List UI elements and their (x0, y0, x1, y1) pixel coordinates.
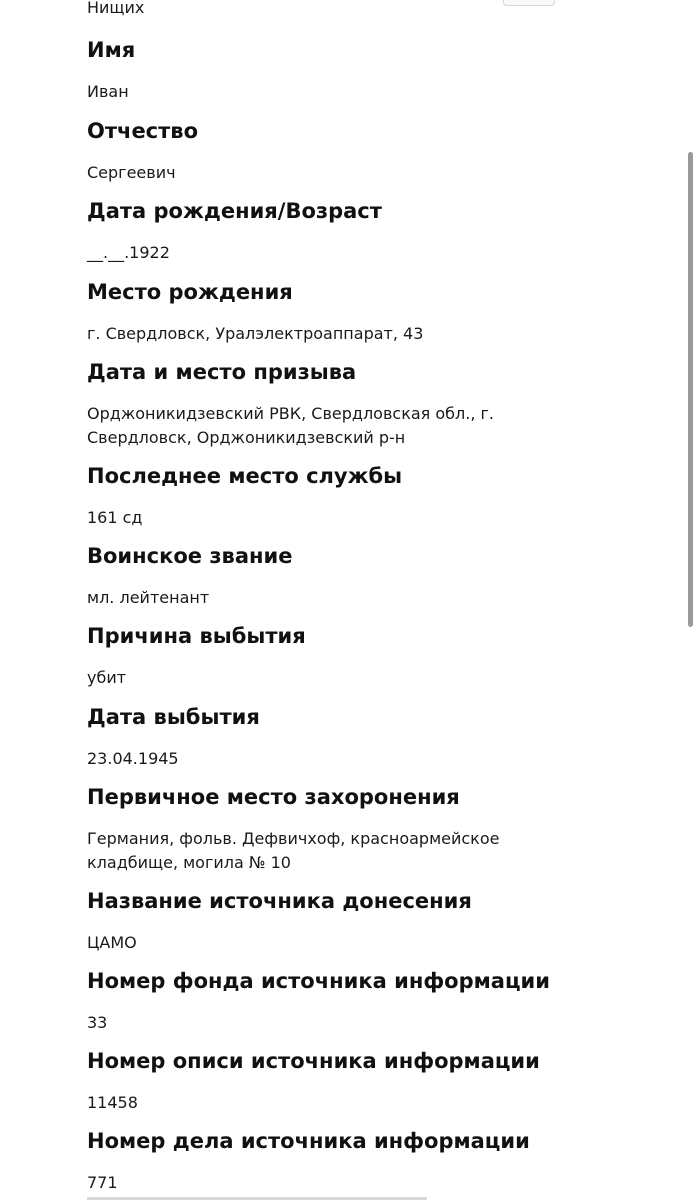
field-label: Воинское звание (87, 544, 293, 568)
field-label: Причина выбытия (87, 624, 306, 648)
field-value: убит (87, 668, 127, 687)
field-value: __.__.1922 (87, 243, 170, 262)
field-value: г. Свердловск, Уралэлектроаппарат, 43 (87, 324, 424, 343)
field-label: Последнее место службы (87, 464, 403, 488)
field-value: 23.04.1945 (87, 749, 179, 768)
field-label: Отчество (87, 119, 199, 143)
field-label: Первичное место захоронения (87, 785, 460, 809)
field-label: Имя (87, 38, 136, 62)
field-label: Место рождения (87, 280, 293, 304)
field-value: 33 (87, 1013, 108, 1032)
field-value: Иван (87, 82, 129, 101)
field-value: мл. лейтенант (87, 588, 210, 607)
field-value: Германия, фольв. Дефвичхоф, красноармейское кладбище, могила № 10 (87, 829, 500, 872)
field-label: Номер фонда источника информации (87, 969, 550, 993)
scrollbar-thumb[interactable] (688, 152, 693, 627)
field-label: Дата выбытия (87, 705, 260, 729)
field-label: Номер дела источника информации (87, 1129, 530, 1153)
field-value: Орджоникидзевский РВК, Свердловская обл., г. Свердловск, Орджоникидзевский р-н (87, 404, 494, 447)
field-label: Дата рождения/Возраст (87, 199, 382, 223)
field-value: 11458 (87, 1093, 138, 1112)
field-label: Дата и место призыва (87, 360, 357, 384)
field-value: 161 сд (87, 508, 143, 527)
field-label: Название источника донесения (87, 889, 472, 913)
field-label: Номер описи источника информации (87, 1049, 540, 1073)
field-value: Сергеевич (87, 163, 176, 182)
field-value: 771 (87, 1173, 118, 1192)
top-action-button[interactable] (503, 0, 555, 6)
surname-value: Нищих (87, 0, 145, 17)
field-value: ЦАМО (87, 933, 137, 952)
